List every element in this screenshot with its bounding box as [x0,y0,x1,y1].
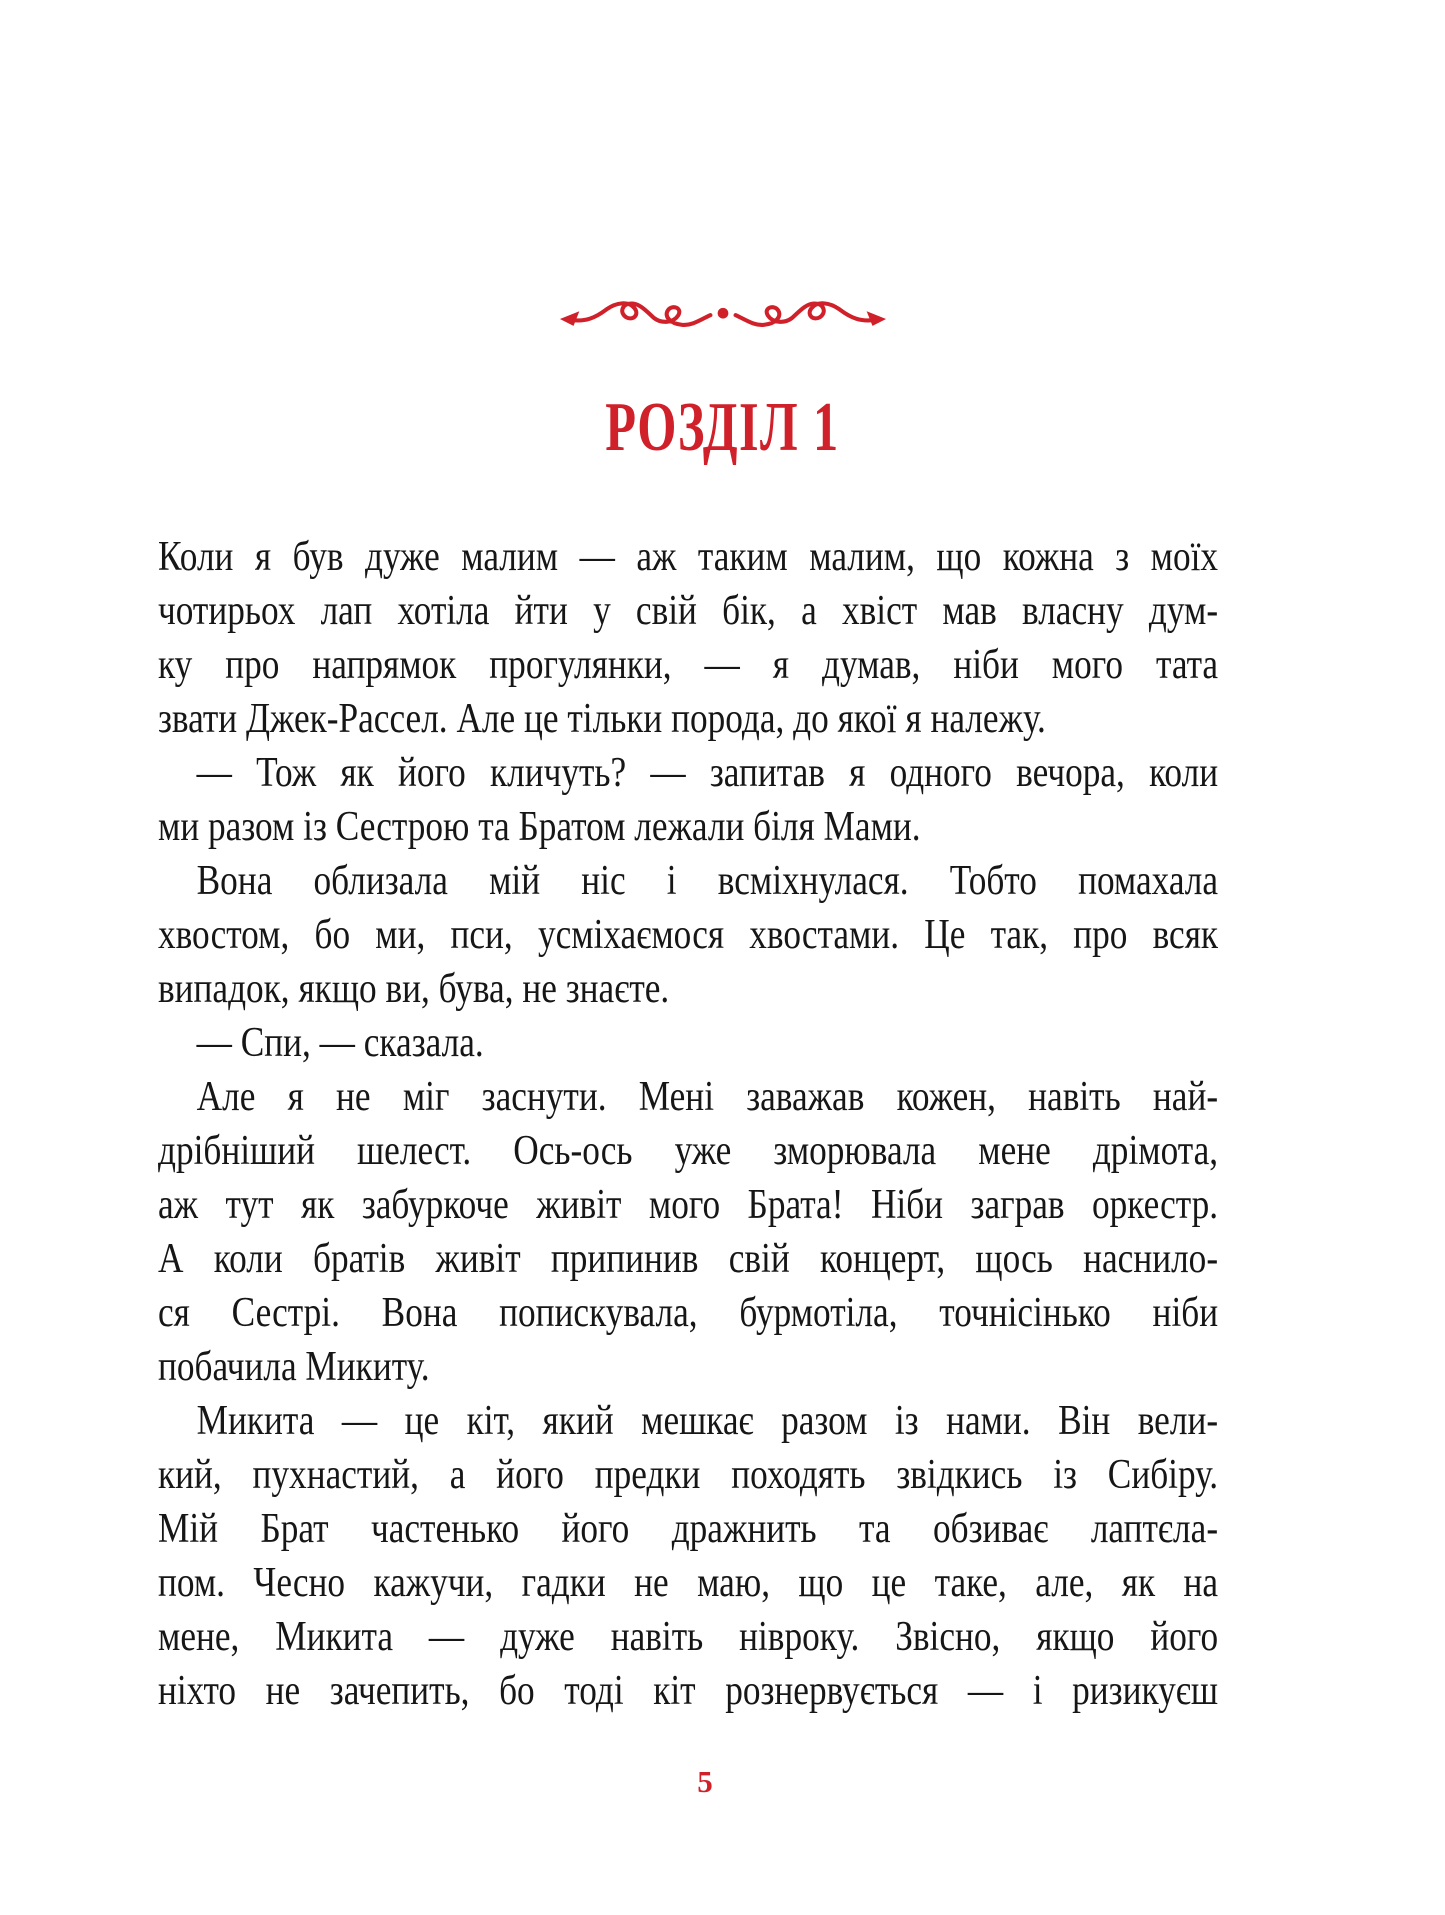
chapter-title: РОЗДІЛ 1 [605,389,840,466]
text-line: А коли братів живіт припинив свій концерт, щось наснило- [158,1236,1219,1282]
text-line: звати Джек-Рассел. Але це тільки порода, до якої я належу. [158,696,1046,742]
text-line: Мій Брат частенько його дражнить та обзиває лаптєла- [158,1506,1219,1552]
page-number: 5 [697,1764,713,1799]
body-text [158,530,1218,1718]
text-line: ку про напрямок прогулянки, — я думав, ніби мого тата [158,642,1219,688]
text-line: пом. Чесно кажучи, гадки не маю, що це таке, але, як на [158,1560,1219,1606]
text-line: ся Сестрі. Вона попискувала, бурмотіла, точнісінько ніби [158,1290,1219,1336]
text-line: хвостом, бо ми, пси, усміхаємося хвостами. Це так, про всяк [158,912,1219,958]
text-line: дрібніший шелест. Ось-ось уже зморювала мене дрімота, [158,1128,1219,1174]
text-line: ніхто не зачепить, бо тоді кіт рознервується — і ризикуєш [158,1668,1219,1714]
text-line: аж тут як забуркоче живіт мого Брата! Ніби заграв оркестр. [158,1182,1219,1228]
text-line: Вона облизала мій ніс і всміхнулася. Тобто помахала [196,858,1219,904]
text-line: мене, Микита — дуже навіть нівроку. Звісно, якщо його [158,1614,1219,1660]
text-line: побачила Микиту. [158,1344,430,1390]
text-line: Коли я був дуже малим — аж таким малим, що кожна з моїх [158,534,1219,580]
paragraph [158,1070,1218,1394]
text-line: — Спи, — сказала. [196,1020,484,1066]
paragraph [158,746,1218,854]
text-line: випадок, якщо ви, бува, не знаєте. [158,966,670,1012]
text-line: Микита — це кіт, який мешкає разом із нами. Він вели- [196,1398,1219,1444]
text-line: Але я не міг заснути. Мені заважав кожен, навіть най- [196,1074,1219,1120]
chapter-divider-flourish-icon [0,294,1445,346]
text-line: — Тож як його кличуть? — запитав я одного вечора, коли [196,750,1219,796]
paragraph [158,1016,1218,1070]
text-line: ми разом із Сестрою та Братом лежали біля Мами. [158,804,921,850]
text-line: кий, пухнастий, а його предки походять звідкись із Сибіру. [158,1452,1219,1498]
paragraph [158,854,1218,1016]
paragraph [158,1394,1218,1718]
text-line: чотирьох лап хотіла йти у свій бік, а хвіст мав власну дум- [158,588,1219,634]
paragraph [158,530,1218,746]
